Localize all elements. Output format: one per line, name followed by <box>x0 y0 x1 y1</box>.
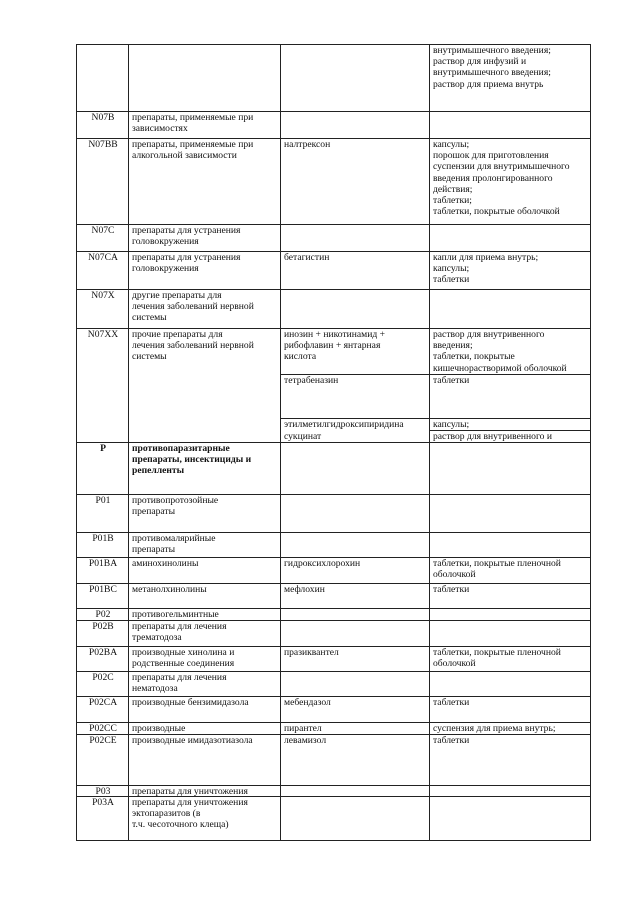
atc-code-cell: P01B <box>92 533 114 544</box>
dosage-form-cell <box>433 621 589 646</box>
dosage-form-cell: внутримышечного введения; раствор для инфузий и внутримышечного введения; раствор для приема внутрь <box>433 45 551 90</box>
group-name-cell: прочие препараты для лечения заболеваний нервной системы <box>132 329 254 363</box>
inn-cell: мебендазол <box>284 697 331 708</box>
atc-code-cell: P02 <box>95 609 111 620</box>
inn-cell: инозин + никотинамид + рибофлавин + янтарная кислота <box>284 329 386 363</box>
atc-code-cell <box>80 431 126 442</box>
dosage-form-cell <box>433 225 589 251</box>
atc-code-cell: P02C <box>92 672 114 683</box>
atc-code-cell: N07C <box>91 225 115 236</box>
group-name-cell: препараты для лечения трематодоза <box>132 621 227 644</box>
inn-cell <box>284 797 427 840</box>
atc-code-cell <box>80 45 126 111</box>
atc-code-cell: P02B <box>92 621 114 632</box>
group-name-cell: препараты, применяемые при алкогольной зависимости <box>132 139 254 162</box>
atc-code-cell: N07XX <box>87 329 119 340</box>
group-name-cell: производные <box>132 723 186 734</box>
inn-cell <box>284 112 427 138</box>
inn-cell: левамизол <box>284 735 327 746</box>
group-name-cell: производные имидазотиазола <box>132 735 253 746</box>
group-name-cell <box>132 375 278 418</box>
dosage-form-cell <box>433 495 589 532</box>
inn-cell: этилметилгидроксипиридина <box>284 419 404 430</box>
inn-cell <box>284 621 427 646</box>
inn-cell <box>284 533 427 557</box>
group-name-cell: противогельминтные <box>132 609 219 620</box>
inn-cell: налтрексон <box>284 139 331 150</box>
atc-code-cell <box>80 419 126 430</box>
atc-code-cell: P03 <box>95 786 111 796</box>
inn-cell: тетрабеназин <box>284 375 339 386</box>
group-name-cell: метанолхинолины <box>132 584 207 595</box>
dosage-form-cell <box>433 112 589 138</box>
dosage-form-cell <box>433 797 589 840</box>
atc-code-cell: P02CA <box>88 697 118 708</box>
drug-table <box>76 44 591 841</box>
dosage-form-cell: таблетки <box>433 697 470 708</box>
atc-code-cell: N07BB <box>88 139 118 150</box>
dosage-form-cell: раствор для внутривенного введения; таблетки, покрытые кишечнорастворимой оболочкой <box>433 329 567 374</box>
group-name-cell <box>132 431 278 442</box>
group-name-cell: другие препараты для лечения заболеваний нервной системы <box>132 290 254 324</box>
dosage-form-cell: таблетки <box>433 584 470 595</box>
inn-cell <box>284 290 427 328</box>
dosage-form-cell <box>433 533 589 557</box>
group-name-cell <box>132 419 278 430</box>
dosage-form-cell: таблетки, покрытые пленочной оболочкой <box>433 558 561 581</box>
inn-cell: гидроксихлорохин <box>284 558 361 569</box>
atc-code-cell: P <box>100 443 106 454</box>
atc-code-cell: N07X <box>91 290 115 301</box>
inn-cell: пирантел <box>284 723 322 734</box>
atc-code-cell: P02CE <box>89 735 117 746</box>
dosage-form-cell: раствор для внутривенного и <box>433 431 552 442</box>
group-name-cell: аминохинолины <box>132 558 199 569</box>
atc-code-cell: N07B <box>91 112 115 123</box>
inn-cell <box>284 443 427 494</box>
inn-cell <box>284 609 427 620</box>
group-name-cell: препараты для устранения головокружения <box>132 252 241 275</box>
group-name-cell: производные хинолина и родственные соединения <box>132 647 235 670</box>
atc-code-cell <box>80 375 126 418</box>
atc-code-cell: P03A <box>92 797 114 808</box>
atc-code-cell: N07CA <box>88 252 118 263</box>
atc-code-cell: P01 <box>95 495 111 506</box>
group-name-cell: противопротозойные препараты <box>132 495 219 518</box>
dosage-form-cell: таблетки <box>433 735 470 746</box>
group-name-cell: препараты для устранения головокружения <box>132 225 241 248</box>
group-name-cell: препараты для уничтожения эктопаразитов (в т.ч. чесоточного клеща) <box>132 797 248 831</box>
inn-cell <box>284 495 427 532</box>
inn-cell <box>284 786 427 796</box>
atc-code-cell: P01BC <box>89 584 117 595</box>
inn-cell: мефлохин <box>284 584 325 595</box>
dosage-form-cell: таблетки <box>433 375 470 386</box>
group-name-cell: препараты для лечения нематодоза <box>132 672 227 695</box>
inn-cell <box>284 45 427 111</box>
dosage-form-cell: суспензия для приема внутрь; <box>433 723 556 734</box>
dosage-form-cell: капсулы; порошок для приготовления суспензии для внутримышечного введения пролонгированного действия; таблетки; таблетки, покрытые оболочкой <box>433 139 570 218</box>
atc-code-cell: P01BA <box>88 558 118 569</box>
inn-cell: сукцинат <box>284 431 322 442</box>
group-name-cell: противопаразитарные препараты, инсектициды и репелленты <box>132 443 252 477</box>
group-name-cell: препараты для уничтожения <box>132 786 248 796</box>
dosage-form-cell: таблетки, покрытые пленочной оболочкой <box>433 647 561 670</box>
row-border <box>76 840 591 841</box>
group-name-cell: препараты, применяемые при зависимостях <box>132 112 254 135</box>
group-name-cell: противомалярийные препараты <box>132 533 216 556</box>
dosage-form-cell <box>433 786 589 796</box>
group-name-cell: производные бензимидазола <box>132 697 249 708</box>
dosage-form-cell <box>433 609 589 620</box>
dosage-form-cell <box>433 290 589 328</box>
atc-code-cell: P02BA <box>88 647 118 658</box>
dosage-form-cell <box>433 672 589 696</box>
dosage-form-cell: капсулы; <box>433 419 470 430</box>
inn-cell <box>284 225 427 251</box>
group-name-cell <box>132 45 278 111</box>
inn-cell <box>284 672 427 696</box>
dosage-form-cell <box>433 443 589 494</box>
atc-code-cell: P02CC <box>89 723 117 734</box>
inn-cell: бетагистин <box>284 252 330 263</box>
inn-cell: празиквантел <box>284 647 339 658</box>
dosage-form-cell: капли для приема внутрь; капсулы; таблетки <box>433 252 539 286</box>
